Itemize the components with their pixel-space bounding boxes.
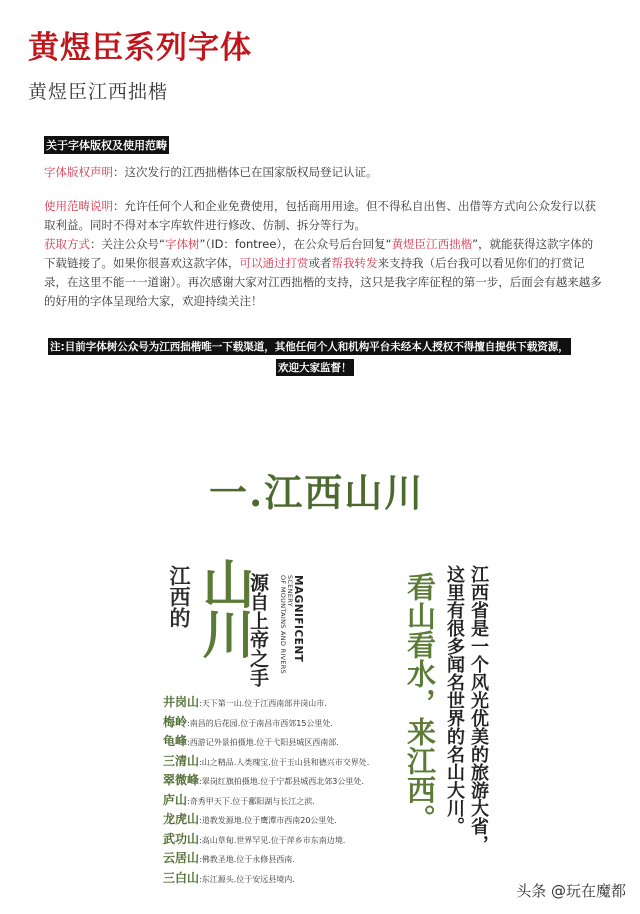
list-item — [163, 869, 369, 889]
obtain-text: ：关注公众号“ — [90, 237, 165, 251]
spot-name: 三清山 — [163, 753, 200, 768]
spot-name: 井岗山 — [163, 695, 200, 709]
copyright-heading: 关于字体版权及使用范畴 — [44, 136, 169, 154]
usage-label: 使用范畴说明 — [44, 199, 113, 213]
poster-shanchuan: 山川 — [193, 557, 254, 657]
list-item — [163, 752, 369, 772]
list-item — [163, 713, 369, 733]
jiangxi-poster — [145, 535, 505, 885]
poster-desc-col1: 江西省是一个风光优美的旅游大省， — [468, 565, 489, 853]
obtain-text: 或者 — [308, 256, 332, 270]
poster-yuanzi: 源自上帝之手 — [247, 573, 269, 687]
main-title: 黄煜臣系列字体 — [28, 30, 252, 66]
notice-line-1: 注:目前字体树公众号为江西拙楷唯一下载渠道，其他任何个人和机构平台未经本人授权不得擅自提供下载资源， — [48, 338, 571, 355]
usage-text: ：允许任何个人和企业免费使用，包括商用用途。但不得私自出售、出借等方式向公众发行以获取利益。同时不得对本字库软件进行修改、仿制、拆分等行为。 — [44, 199, 596, 232]
account-name: 字体树 — [164, 237, 200, 251]
spot-name: 庐山 — [163, 792, 188, 807]
spot-name: 龟峰 — [163, 734, 188, 748]
section-title: 一.江西山川 — [209, 470, 425, 515]
obtain-label: 获取方式 — [44, 237, 90, 251]
statement-text: ：这次发行的江西拙楷体已在国家版权局登记认证。 — [113, 165, 378, 179]
spot-desc: :奇秀甲天下.位于鄱阳湖与长江之滨. — [187, 796, 315, 806]
obtain-text: ”（ID：fontree），在公众号后台回复“ — [199, 237, 392, 251]
reply-keyword: 黄煜臣江西拙楷 — [391, 237, 473, 251]
poster-slogan: 看山看水，来江西。 — [403, 572, 437, 833]
usage-statement — [44, 197, 604, 235]
poster-eng-sub2: OF MOUNTAINS AND RIVERS — [279, 575, 287, 675]
obtain-statement — [44, 235, 604, 311]
spot-name: 武功山 — [163, 831, 200, 846]
spot-desc: :道教发源地.位于鹰潭市西南20公里处. — [199, 816, 337, 825]
share-text: 帮我转发 — [331, 256, 378, 270]
spot-name: 龙虎山 — [163, 812, 200, 826]
statement-label: 字体版权声明 — [44, 165, 113, 179]
list-item — [163, 810, 369, 830]
spot-name: 三白山 — [163, 870, 200, 885]
poster-eng-title: MAGNIFICENT — [292, 575, 304, 663]
spot-desc: :翠岗红旗拍摄地.位于宁都县城西北郊3公里处. — [199, 777, 364, 786]
spot-desc: :佛教圣地.位于永修县西南. — [199, 855, 295, 864]
spot-name: 云居山 — [163, 851, 200, 865]
list-item — [163, 849, 369, 869]
list-item — [163, 830, 369, 850]
spot-desc: :西游记外景拍摄地.位于弋阳县城区西南部. — [187, 738, 339, 747]
spot-desc: :东江源头.位于安远县境内. — [199, 874, 295, 884]
obtain-text: ”，就能获得这款字体的下载链接了。如果你很喜欢这款字体， — [44, 237, 594, 270]
poster-desc-col2: 这里有很多闻名世界的名山大川。 — [444, 565, 465, 835]
reward-text: 可以通过打赏 — [239, 256, 309, 270]
copyright-statement — [44, 163, 604, 182]
spot-desc: :高山草甸.世界罕见.位于萍乡市东南边境. — [199, 835, 346, 845]
spot-name: 翠微峰 — [163, 773, 200, 787]
notice-line-2: 欢迎大家监督！ — [276, 359, 354, 376]
watermark: 头条 @玩在魔都 — [516, 882, 626, 900]
list-item — [163, 771, 369, 791]
poster-eng-subtitle — [279, 575, 293, 674]
obtain-text: 来支持我（后台我可以看见你们的打赏记录，在这里不能一一道谢）。再次感谢大家对江西拙楷的支持，这只是我字库征程的第一步，后面会有越来越多的好用的字体呈现给大家，欢迎持续关注！ — [44, 256, 602, 308]
sub-title: 黄煜臣江西拙楷 — [28, 81, 169, 103]
spot-desc: :南昌的后花园.位于南昌市西郊15公里处. — [187, 718, 333, 728]
list-item — [163, 693, 369, 713]
poster-jiangxi-de: 江西的 — [167, 565, 191, 628]
list-item — [163, 791, 369, 811]
poster-eng-sub1: SCENERY — [286, 575, 294, 607]
list-item — [163, 732, 369, 752]
spot-desc: :山之精品.人类瑰宝.位于玉山县和德兴市交界处. — [199, 757, 370, 767]
spot-name: 梅岭 — [163, 714, 188, 729]
spot-desc: :天下第一山.位于江西南部井岗山市. — [199, 699, 327, 708]
spot-list — [163, 693, 369, 888]
